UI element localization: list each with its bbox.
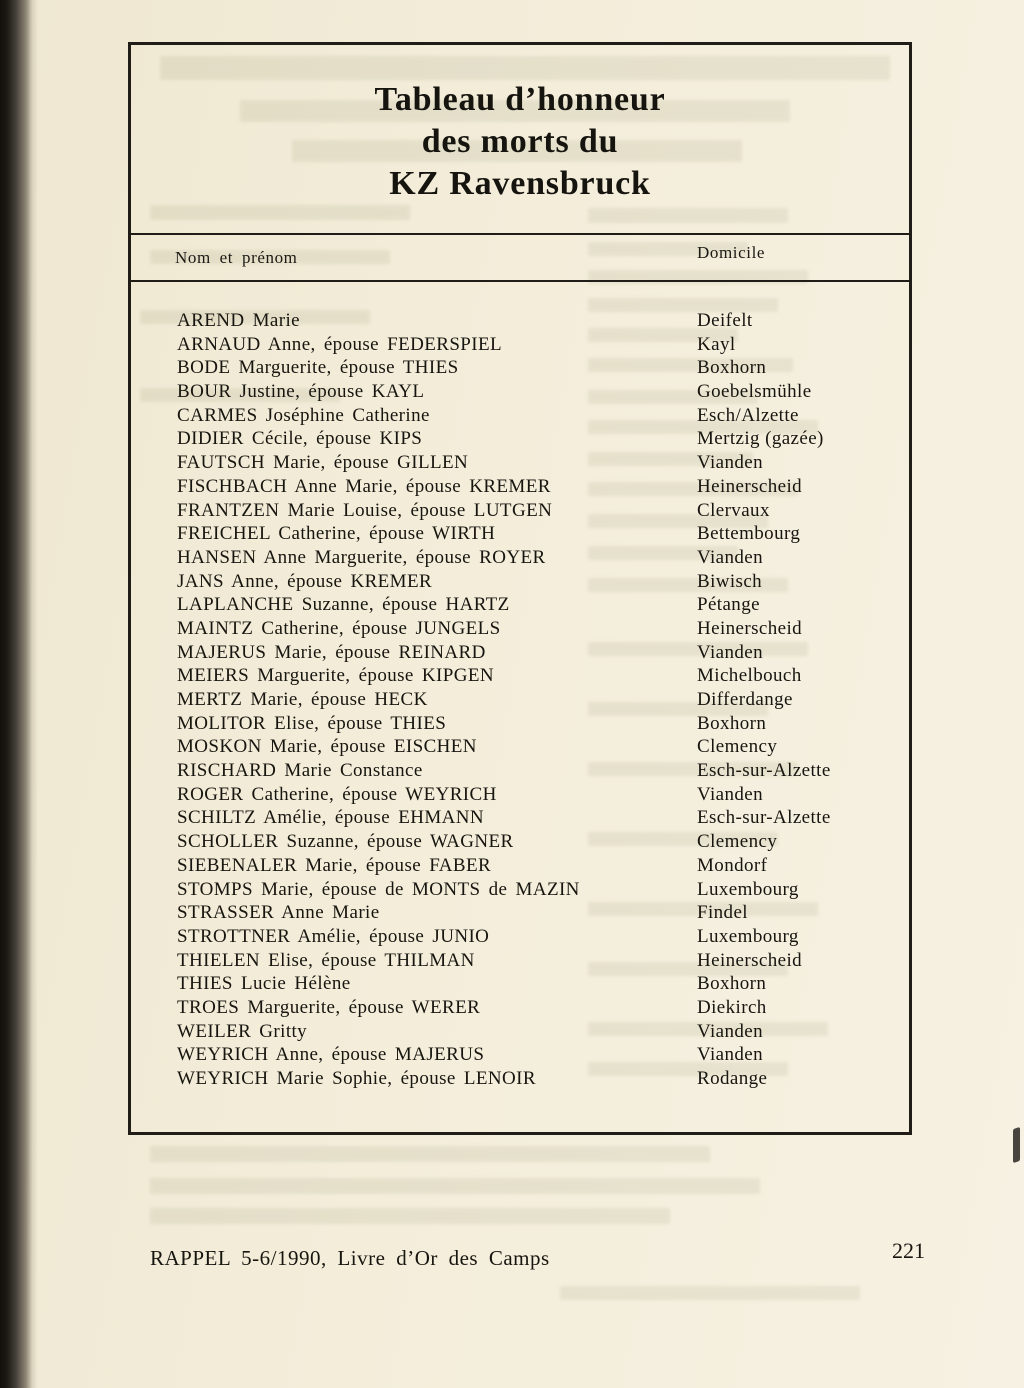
page-edge-mark: [1013, 1127, 1020, 1163]
cell-domicile: Vianden: [697, 641, 764, 663]
cell-name: JANS Anne, épouse KREMER: [177, 570, 433, 592]
title-line-1: Tableau d’honneur: [374, 81, 666, 118]
table-frame: [128, 42, 912, 1135]
cell-domicile: Mondorf: [697, 854, 768, 876]
cell-name: CARMES Joséphine Catherine: [177, 404, 430, 426]
table-row: [131, 949, 909, 973]
cell-domicile: Goebelsmühle: [697, 381, 812, 403]
cell-domicile: Rodange: [697, 1068, 768, 1089]
table-row: [131, 570, 909, 594]
table-row: [131, 854, 909, 878]
cell-domicile: Luxembourg: [697, 925, 799, 947]
column-header-domicile: Domicile: [697, 243, 766, 262]
cell-name: MOSKON Marie, épouse EISCHEN: [177, 736, 477, 758]
cell-domicile: Michelbouch: [697, 665, 802, 687]
table-row: [131, 404, 909, 428]
cell-name: TROES Marguerite, épouse WERER: [177, 996, 481, 1018]
table-row: [131, 333, 909, 357]
cell-name: WEYRICH Marie Sophie, épouse LENOIR: [177, 1068, 536, 1089]
table-row: [131, 735, 909, 759]
table-row: [131, 356, 909, 380]
table-row: [131, 380, 909, 404]
cell-domicile: Vianden: [697, 1044, 764, 1066]
table-row: [131, 830, 909, 854]
cell-name: RISCHARD Marie Constance: [177, 760, 423, 782]
cell-domicile: Bettembourg: [697, 523, 801, 545]
cell-domicile: Clemency: [697, 736, 778, 758]
cell-name: FISCHBACH Anne Marie, épouse KREMER: [177, 475, 551, 497]
cell-name: ROGER Catherine, épouse WEYRICH: [177, 783, 497, 805]
book-binding-shadow: [0, 0, 38, 1388]
cell-domicile: Deifelt: [697, 310, 753, 331]
cell-domicile: Boxhorn: [697, 712, 767, 734]
cell-name: WEILER Gritty: [177, 1020, 308, 1042]
cell-name: STRASSER Anne Marie: [177, 902, 380, 924]
cell-domicile: Heinerscheid: [697, 617, 803, 639]
cell-domicile: Vianden: [697, 783, 764, 805]
table-row: [131, 522, 909, 546]
cell-domicile: Differdange: [697, 689, 793, 710]
table-row: [131, 1043, 909, 1067]
footer-citation: RAPPEL 5-6/1990, Livre d’Or des Camps: [150, 1246, 550, 1270]
table-row: [131, 901, 909, 925]
cell-name: THIES Lucie Hélène: [177, 973, 351, 995]
page-title: [131, 79, 909, 205]
cell-name: SCHILTZ Amélie, épouse EHMANN: [177, 807, 484, 829]
table-row: [131, 996, 909, 1020]
table-row: [131, 451, 909, 475]
cell-domicile: Boxhorn: [697, 357, 767, 379]
cell-name: THIELEN Elise, épouse THILMAN: [177, 949, 475, 971]
table-row: [131, 664, 909, 688]
cell-name: WEYRICH Anne, épouse MAJERUS: [177, 1044, 485, 1066]
title-line-2: des morts du: [421, 123, 619, 160]
table-rows: [131, 309, 909, 1091]
table-row: [131, 925, 909, 949]
cell-domicile: Heinerscheid: [697, 475, 803, 497]
cell-name: BOUR Justine, épouse KAYL: [177, 381, 425, 403]
table-row: [131, 617, 909, 641]
table-row: [131, 641, 909, 665]
cell-name: MAINTZ Catherine, épouse JUNGELS: [177, 617, 501, 639]
bleed-through-artifact: [560, 1286, 860, 1300]
bleed-through-artifact: [150, 1146, 710, 1162]
cell-name: STROTTNER Amélie, épouse JUNIO: [177, 925, 490, 947]
cell-name: LAPLANCHE Suzanne, épouse HARTZ: [177, 594, 510, 616]
table-row: [131, 688, 909, 712]
cell-domicile: Heinerscheid: [697, 949, 803, 971]
cell-domicile: Boxhorn: [697, 973, 767, 995]
page-number: 221: [892, 1238, 925, 1263]
cell-name: FAUTSCH Marie, épouse GILLEN: [177, 452, 469, 474]
cell-domicile: Pétange: [697, 594, 760, 616]
cell-name: SCHOLLER Suzanne, épouse WAGNER: [177, 831, 514, 853]
cell-domicile: Vianden: [697, 1020, 764, 1042]
cell-domicile: Diekirch: [697, 996, 767, 1018]
cell-domicile: Vianden: [697, 452, 764, 474]
table-row: [131, 759, 909, 783]
cell-domicile: Biwisch: [697, 570, 763, 592]
table-row: [131, 1020, 909, 1044]
table-row: [131, 972, 909, 996]
table-row: [131, 546, 909, 570]
table-row: [131, 593, 909, 617]
cell-name: BODE Marguerite, épouse THIES: [177, 357, 459, 379]
cell-name: FREICHEL Catherine, épouse WIRTH: [177, 523, 496, 545]
table-row: [131, 783, 909, 807]
cell-domicile: Clemency: [697, 831, 778, 853]
cell-domicile: Luxembourg: [697, 878, 799, 900]
bleed-through-artifact: [150, 1178, 760, 1194]
bleed-through-artifact: [150, 1208, 670, 1224]
table-row: [131, 309, 909, 333]
cell-domicile: Esch-sur-Alzette: [697, 807, 831, 829]
title-line-3: KZ Ravensbruck: [389, 165, 651, 202]
cell-name: STOMPS Marie, épouse de MONTS de MAZIN: [177, 878, 580, 900]
cell-domicile: Mertzig (gazée): [697, 428, 824, 450]
column-header-name: Nom et prénom: [175, 248, 298, 267]
cell-name: MOLITOR Elise, épouse THIES: [177, 712, 447, 734]
cell-domicile: Kayl: [697, 333, 736, 355]
table-row: [131, 806, 909, 830]
table-row: [131, 878, 909, 902]
cell-name: DIDIER Cécile, épouse KIPS: [177, 428, 423, 450]
cell-name: MERTZ Marie, épouse HECK: [177, 689, 428, 710]
cell-name: MEIERS Marguerite, épouse KIPGEN: [177, 665, 494, 687]
table-header: [131, 233, 909, 282]
table-row: [131, 427, 909, 451]
cell-domicile: Findel: [697, 902, 748, 924]
cell-name: HANSEN Anne Marguerite, épouse ROYER: [177, 546, 546, 568]
table-row: [131, 475, 909, 499]
cell-domicile: Clervaux: [697, 499, 770, 521]
cell-name: MAJERUS Marie, épouse REINARD: [177, 641, 486, 663]
table-row: [131, 712, 909, 736]
cell-name: FRANTZEN Marie Louise, épouse LUTGEN: [177, 499, 553, 521]
table-row: [131, 1067, 909, 1091]
cell-domicile: Vianden: [697, 546, 764, 568]
cell-name: SIEBENALER Marie, épouse FABER: [177, 854, 492, 876]
cell-name: AREND Marie: [177, 310, 300, 331]
cell-name: ARNAUD Anne, épouse FEDERSPIEL: [177, 333, 502, 355]
cell-domicile: Esch/Alzette: [697, 404, 799, 426]
table-row: [131, 499, 909, 523]
cell-domicile: Esch-sur-Alzette: [697, 760, 831, 782]
